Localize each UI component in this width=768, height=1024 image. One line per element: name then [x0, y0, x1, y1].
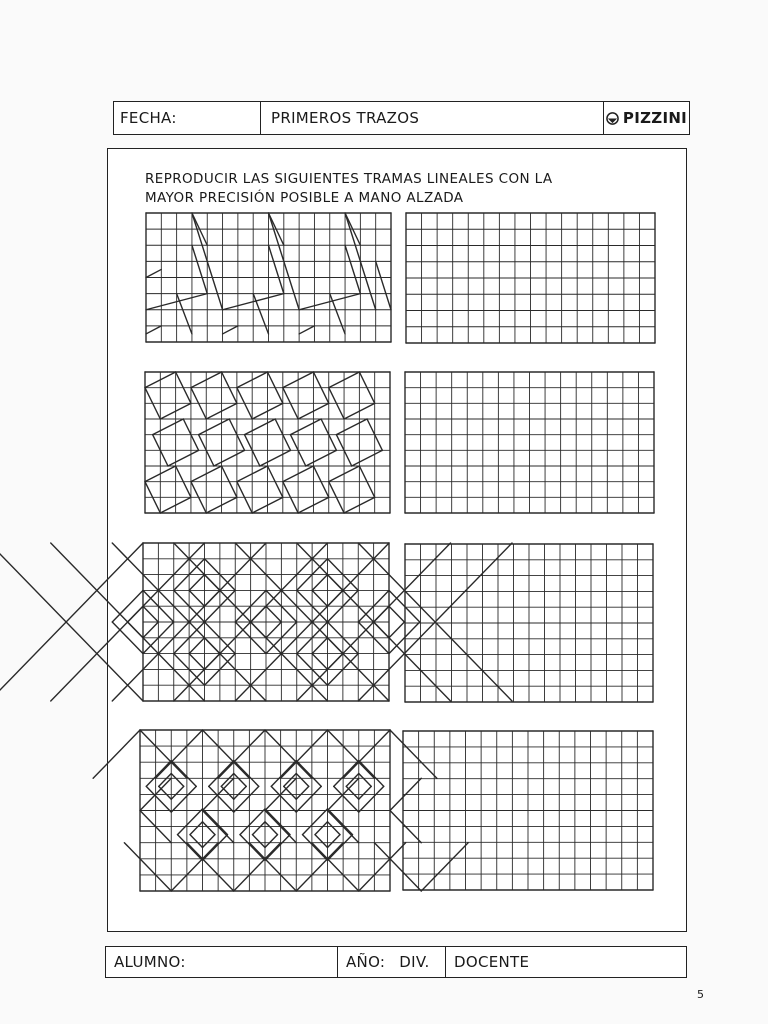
alumno-cell[interactable]: [106, 947, 338, 977]
pattern-stroke: [203, 835, 216, 848]
pattern-stroke: [315, 835, 328, 848]
pattern-stroke: [253, 822, 266, 835]
practice-grid-2[interactable]: [405, 372, 654, 513]
pattern-stroke: [143, 606, 158, 622]
pattern-stroke: [171, 773, 184, 786]
pattern-stroke: [190, 822, 203, 835]
pattern-stroke: [296, 773, 309, 786]
pattern-stroke: [203, 809, 228, 835]
pattern-stroke: [312, 654, 327, 670]
pattern-stroke: [359, 761, 384, 787]
pattern-stroke: [312, 638, 327, 654]
anio-label: AÑO:: [346, 953, 386, 971]
pattern-stroke: [296, 786, 309, 799]
practice-grid-1[interactable]: [406, 213, 655, 343]
pattern-stroke: [359, 786, 384, 812]
pattern-grid-3: [143, 543, 389, 701]
instruction-line-2: MAYOR PRECISIÓN POSIBLE A MANO ALZADA: [145, 190, 464, 206]
docente-cell[interactable]: [446, 947, 686, 977]
pattern-stroke: [328, 809, 353, 835]
pattern-grid-4: [140, 730, 390, 891]
pattern-stroke: [260, 450, 291, 466]
pattern-stroke: [189, 638, 204, 654]
pattern-stroke: [352, 450, 383, 466]
pattern-stroke: [376, 261, 391, 309]
pattern-stroke: [296, 786, 321, 812]
div-label: DIV.: [399, 953, 430, 971]
pattern-stroke: [265, 822, 278, 835]
pattern-stroke: [328, 822, 341, 835]
page-number: 5: [697, 988, 704, 1001]
pattern-stroke: [265, 809, 290, 835]
pattern-stroke: [189, 654, 204, 670]
pattern-stroke: [359, 786, 372, 799]
pattern-stroke: [153, 419, 184, 435]
pattern-stroke: [240, 835, 265, 861]
pattern-stroke: [223, 326, 238, 334]
pattern-stroke: [168, 450, 199, 466]
anio-div-cell[interactable]: [338, 947, 446, 977]
brand-name: PIZZINI: [622, 109, 688, 127]
pattern-stroke: [359, 773, 372, 786]
pattern-stroke: [290, 419, 321, 435]
pattern-stroke: [143, 622, 158, 638]
pattern-stroke: [303, 835, 328, 861]
pattern-stroke: [253, 835, 266, 848]
title-cell: [261, 102, 604, 134]
pattern-stroke: [266, 622, 281, 638]
instruction-line-1: REPRODUCIR LAS SIGUIENTES TRAMAS LINEALES CON LA: [145, 171, 553, 187]
pattern-stroke: [203, 822, 216, 835]
pattern-stroke: [299, 326, 314, 334]
pattern-stroke: [265, 835, 278, 848]
instruction-text: [145, 170, 585, 208]
pattern-stroke: [303, 809, 328, 835]
pattern-stroke: [190, 835, 203, 848]
pattern-stroke: [171, 786, 196, 812]
fecha-cell[interactable]: [114, 102, 261, 134]
fecha-label: FECHA:: [120, 109, 177, 127]
pattern-stroke: [171, 761, 196, 787]
pattern-stroke: [146, 269, 161, 277]
pattern-stroke: [266, 606, 281, 622]
pattern-stroke: [203, 835, 228, 861]
pattern-stroke: [178, 809, 203, 835]
pattern-stroke: [265, 835, 290, 861]
pattern-stroke: [245, 419, 276, 435]
pattern-grid-2: [145, 372, 390, 513]
pattern-stroke: [328, 835, 341, 848]
pattern-stroke: [189, 590, 204, 606]
pattern-stroke: [234, 761, 259, 787]
pattern-stroke: [240, 809, 265, 835]
alumno-label: ALUMNO:: [114, 953, 186, 971]
pattern-stroke: [312, 575, 327, 591]
docente-label: DOCENTE: [454, 953, 530, 971]
header-table: [113, 101, 690, 135]
pattern-stroke: [336, 419, 367, 435]
page-title: PRIMEROS TRAZOS: [271, 109, 420, 127]
pattern-stroke: [296, 761, 321, 787]
brand-cell: [604, 102, 689, 134]
pattern-stroke: [189, 575, 204, 591]
pattern-stroke: [315, 822, 328, 835]
practice-grid-4[interactable]: [403, 731, 653, 890]
pattern-stroke: [306, 450, 337, 466]
pattern-stroke: [178, 835, 203, 861]
pattern-grid-1: [146, 213, 391, 342]
pattern-stroke: [328, 835, 353, 861]
pattern-stroke: [214, 450, 245, 466]
pattern-stroke: [312, 590, 327, 606]
pattern-stroke: [171, 786, 184, 799]
pattern-stroke: [234, 773, 247, 786]
pattern-stroke: [234, 786, 259, 812]
pattern-stroke: [234, 786, 247, 799]
practice-grid-3[interactable]: [405, 544, 653, 702]
footer-table: [105, 946, 687, 978]
pizzini-logo-icon: [606, 112, 619, 125]
pattern-stroke: [199, 419, 230, 435]
pattern-stroke: [146, 326, 161, 334]
